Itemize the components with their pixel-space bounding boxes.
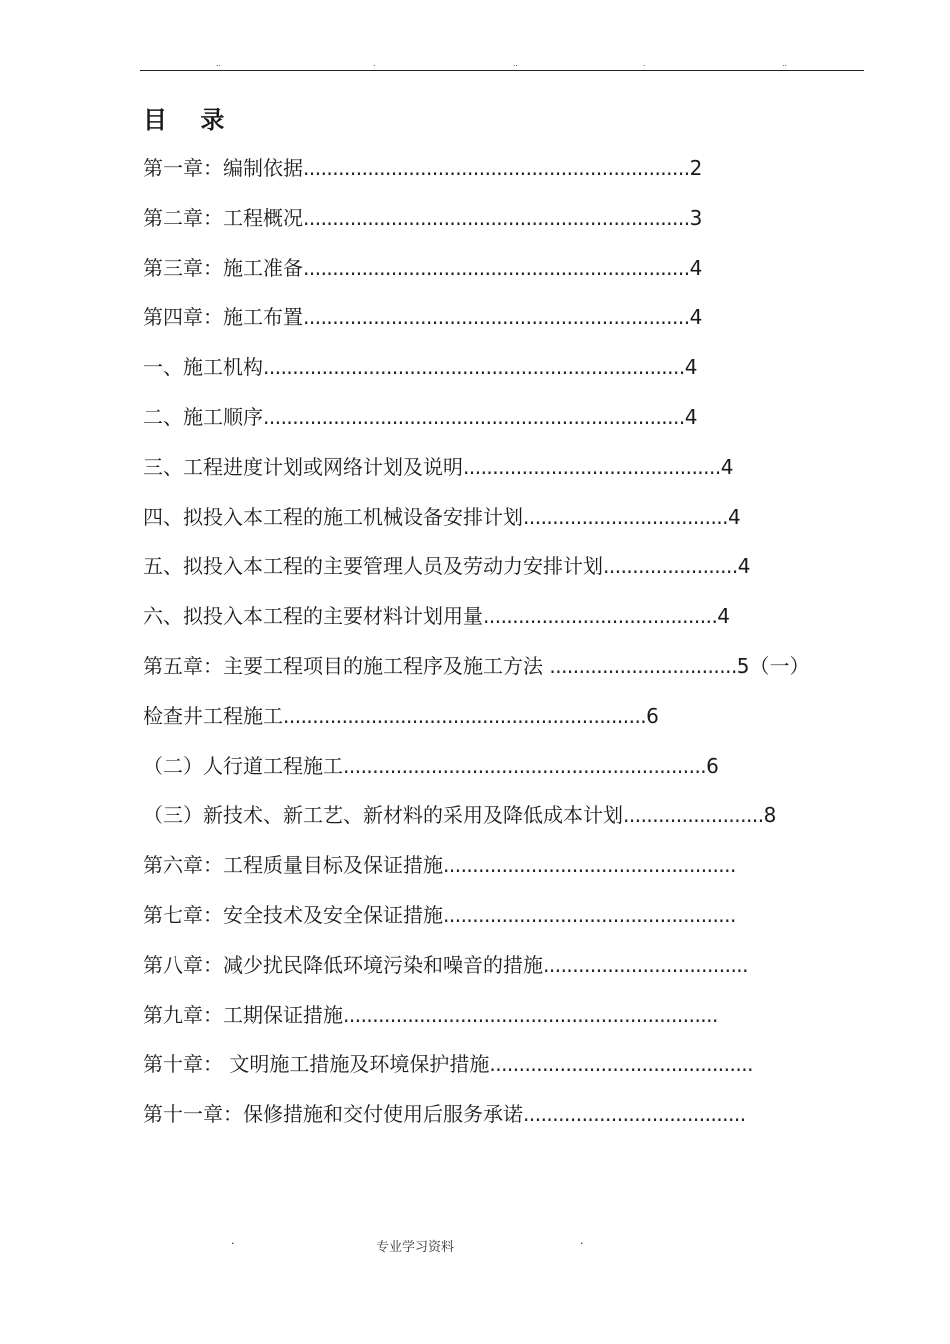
toc-entry-page: 6	[706, 754, 719, 778]
toc-entry-leader: ........................................................................	[263, 355, 685, 379]
toc-entry[interactable]	[143, 503, 741, 531]
toc-entry-page: 2	[689, 156, 703, 180]
toc-entry-page: 4	[720, 455, 734, 479]
toc-entry-page: 4	[689, 305, 703, 329]
toc-entry[interactable]	[143, 1050, 753, 1078]
toc-entry-page: 3	[689, 206, 703, 230]
header-mark: .	[643, 59, 646, 68]
header-mark: ..	[216, 59, 222, 68]
toc-entry-leader: ..............................................................	[343, 754, 707, 778]
toc-entry-leader: ..................................................................	[303, 256, 690, 280]
toc-entry[interactable]	[143, 254, 702, 282]
toc-entry[interactable]	[143, 154, 702, 182]
toc-entry[interactable]	[143, 353, 697, 381]
toc-entry-leader: ........................	[623, 803, 764, 827]
toc-entry-page: 4	[689, 256, 703, 280]
toc-entry-text: 三、工程进度计划或网络计划及说明	[143, 455, 463, 479]
toc-entry-leader: .......................	[603, 554, 738, 578]
toc-entry-leader: ................................................................	[343, 1003, 718, 1027]
toc-entry[interactable]	[143, 901, 736, 929]
toc-entry[interactable]	[143, 602, 730, 630]
toc-entry-leader: ......................................	[523, 1102, 746, 1126]
toc-entry[interactable]	[143, 552, 750, 580]
toc-entry-text: （二）人行道工程施工	[143, 754, 343, 778]
toc-entry-text: 检查井工程施工	[143, 704, 283, 728]
toc-entry[interactable]	[143, 951, 748, 979]
toc-entry-text: 第七章：安全技术及安全保证措施	[143, 903, 443, 927]
toc-entry-text: 六、拟投入本工程的主要材料计划用量	[143, 604, 483, 628]
toc-entry[interactable]	[143, 403, 697, 431]
toc-entry-leader: ................................	[549, 654, 737, 678]
toc-entry-leader: ............................................	[463, 455, 721, 479]
toc-entry-page: 4	[728, 505, 741, 529]
toc-entry-text: 第二章：工程概况	[143, 206, 303, 230]
toc-entry-page: 4	[684, 355, 698, 379]
toc-entry-text: 第三章：施工准备	[143, 256, 303, 280]
toc-entry-page: 8	[763, 803, 777, 827]
toc-entry[interactable]	[143, 1100, 746, 1128]
header-rule	[140, 70, 864, 71]
toc-entry[interactable]	[143, 702, 659, 730]
toc-entry[interactable]	[143, 801, 776, 829]
toc-entry-text: 第四章：施工布置	[143, 305, 303, 329]
toc-entry-leader: ..................................................................	[303, 156, 690, 180]
toc-entry-page: 5（一）	[736, 654, 810, 678]
toc-entry-page: 6	[646, 704, 659, 728]
toc-entry-page: 4	[737, 554, 751, 578]
toc-entry[interactable]	[143, 851, 736, 879]
toc-entry-leader: ..................................................	[443, 903, 736, 927]
footer-right-dot: .	[580, 1234, 584, 1247]
toc-entry-leader: .............................................	[489, 1052, 753, 1076]
toc-entry-leader: ..................................................................	[303, 206, 690, 230]
toc-entry-text: 第十一章：保修措施和交付使用后服务承诺	[143, 1102, 523, 1126]
toc-entry-leader: ..................................................	[443, 853, 736, 877]
toc-entry[interactable]	[143, 652, 810, 680]
toc-entry-text: 第五章：主要工程项目的施工程序及施工方法	[143, 654, 550, 678]
toc-entry-text: 五、拟投入本工程的主要管理人员及劳动力安排计划	[143, 554, 603, 578]
toc-entry-text: 第一章：编制依据	[143, 156, 303, 180]
toc-entry-text: 四、拟投入本工程的施工机械设备安排计划	[143, 505, 523, 529]
toc-entry[interactable]	[143, 453, 733, 481]
toc-entry-text: 第六章：工程质量目标及保证措施	[143, 853, 443, 877]
header-mark: ..	[782, 59, 788, 68]
toc-entry-text: （三）新技术、新工艺、新材料的采用及降低成本计划	[143, 803, 623, 827]
header-mark: .	[373, 59, 376, 68]
toc-entry-page: 4	[684, 405, 698, 429]
toc-entry[interactable]	[143, 1001, 718, 1029]
toc-entry-text: 二、施工顺序	[143, 405, 263, 429]
page-footer	[0, 1234, 950, 1254]
footer-left-dot: .	[231, 1234, 235, 1247]
toc-entry-page: 4	[717, 604, 731, 628]
toc-title: 目 录	[143, 106, 225, 134]
toc-entry-text: 一、施工机构	[143, 355, 263, 379]
toc-entry-leader: ........................................	[483, 604, 718, 628]
toc-entry[interactable]	[143, 303, 702, 331]
toc-entry-leader: ........................................................................	[263, 405, 685, 429]
toc-entry-leader: ...................................	[543, 953, 749, 977]
toc-entry-text: 第八章：减少扰民降低环境污染和噪音的措施	[143, 953, 543, 977]
toc-entry[interactable]	[143, 752, 719, 780]
toc-entry-leader: ..................................................................	[303, 305, 690, 329]
toc-entry-leader: ..............................................................	[283, 704, 647, 728]
footer-text: 专业学习资料	[376, 1240, 455, 1255]
toc-entry-leader: ...................................	[523, 505, 729, 529]
toc-entry[interactable]	[143, 204, 702, 232]
toc-entry-text: 第十章： 文明施工措施及环境保护措施	[143, 1052, 490, 1076]
header-mark: ..	[513, 59, 519, 68]
toc-entry-text: 第九章：工期保证措施	[143, 1003, 343, 1027]
